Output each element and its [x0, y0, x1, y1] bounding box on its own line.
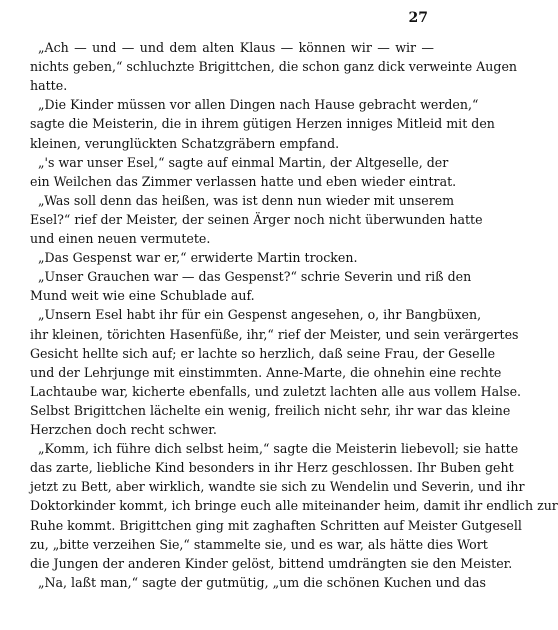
text-line: kleinen, verunglückten Schatzgräbern empfand. — [30, 135, 340, 151]
text-line: Herzchen doch recht schwer. — [30, 422, 217, 437]
text-line: „Ach — und — und dem alten Klaus — können wir — wir — — [38, 40, 434, 55]
text-line: die Jungen der anderen Kinder gelöst, bittend umdrängten sie den Meister. — [30, 555, 513, 571]
text-line: und der Lehrjunge mit einstimmten. Anne-Marte, die ohnehin eine rechte — [30, 364, 502, 380]
text-line: „Das Gespenst war er,“ erwiderte Martin trocken. — [38, 250, 358, 266]
text-line: jetzt zu Bett, aber wirklich, wandte sie sich zu Wendelin und Severin, und ihr — [30, 479, 525, 495]
text-line: Ruhe kommt. Brigittchen ging mit zaghaften Schritten auf Meister Gutgesell — [30, 517, 522, 533]
text-line: das zarte, liebliche Kind besonders in ihr Herz geschlossen. Ihr Buben geht — [30, 460, 514, 476]
text-line: „Na, laßt man,“ sagte der gutmütig, „um die schönen Kuchen und das — [38, 574, 486, 590]
text-line: „Unser Grauchen war — das Gespenst?“ schrie Severin und riß den — [38, 269, 472, 285]
text-line: Mund weit wie eine Schublade auf. — [30, 288, 255, 304]
text-line: „Komm, ich führe dich selbst heim,“ sagte die Meisterin liebevoll; sie hatte — [38, 441, 519, 457]
text-line: Gesicht hellte sich auf; er lachte so herzlich, daß seine Frau, der Geselle — [30, 345, 496, 361]
text-line: „Die Kinder müssen vor allen Dingen nach Hause gebracht werden,“ — [38, 97, 479, 113]
text-line: sagte die Meisterin, die in ihrem gütigen Herzen inniges Mitleid mit den — [30, 116, 495, 132]
text-line: nichts geben,“ schluchzte Brigittchen, die schon ganz dick verweinte Augen — [30, 59, 518, 75]
text-line: ihr kleinen, törichten Hasenfüße, ihr,“ rief der Meister, und sein verärgertes — [30, 326, 519, 342]
text-line: Esel?“ rief der Meister, der seinen Ärger noch nicht überwunden hatte — [30, 211, 483, 227]
text-line: hatte. — [30, 78, 68, 94]
page-number: 27 — [408, 10, 428, 26]
text-line: und einen neuen vermutete. — [30, 231, 211, 246]
text-line: „Was soll denn das heißen, was ist denn nun wieder mit unserem — [38, 192, 455, 208]
text-line: „Unsern Esel habt ihr für ein Gespenst angesehen, o, ihr Bangbüxen, — [38, 307, 482, 323]
text-line: ein Weilchen das Zimmer verlassen hatte und eben wieder eintrat. — [30, 173, 457, 189]
text-line: zu, „bitte verzeihen Sie,“ stammelte sie, und es war, als hätte dies Wort — [30, 536, 488, 552]
text-line: Doktorkinder kommt, ich bringe euch alle miteinander heim, damit ihr endlich zur — [30, 498, 558, 514]
text-line: Selbst Brigittchen lächelte ein wenig, freilich nicht sehr, ihr war das kleine — [30, 402, 511, 418]
text-line: Lachtaube war, kicherte ebenfalls, und zuletzt lachten alle aus vollem Halse. — [30, 383, 522, 399]
text-line: „'s war unser Esel,“ sagte auf einmal Martin, der Altgeselle, der — [38, 154, 449, 170]
